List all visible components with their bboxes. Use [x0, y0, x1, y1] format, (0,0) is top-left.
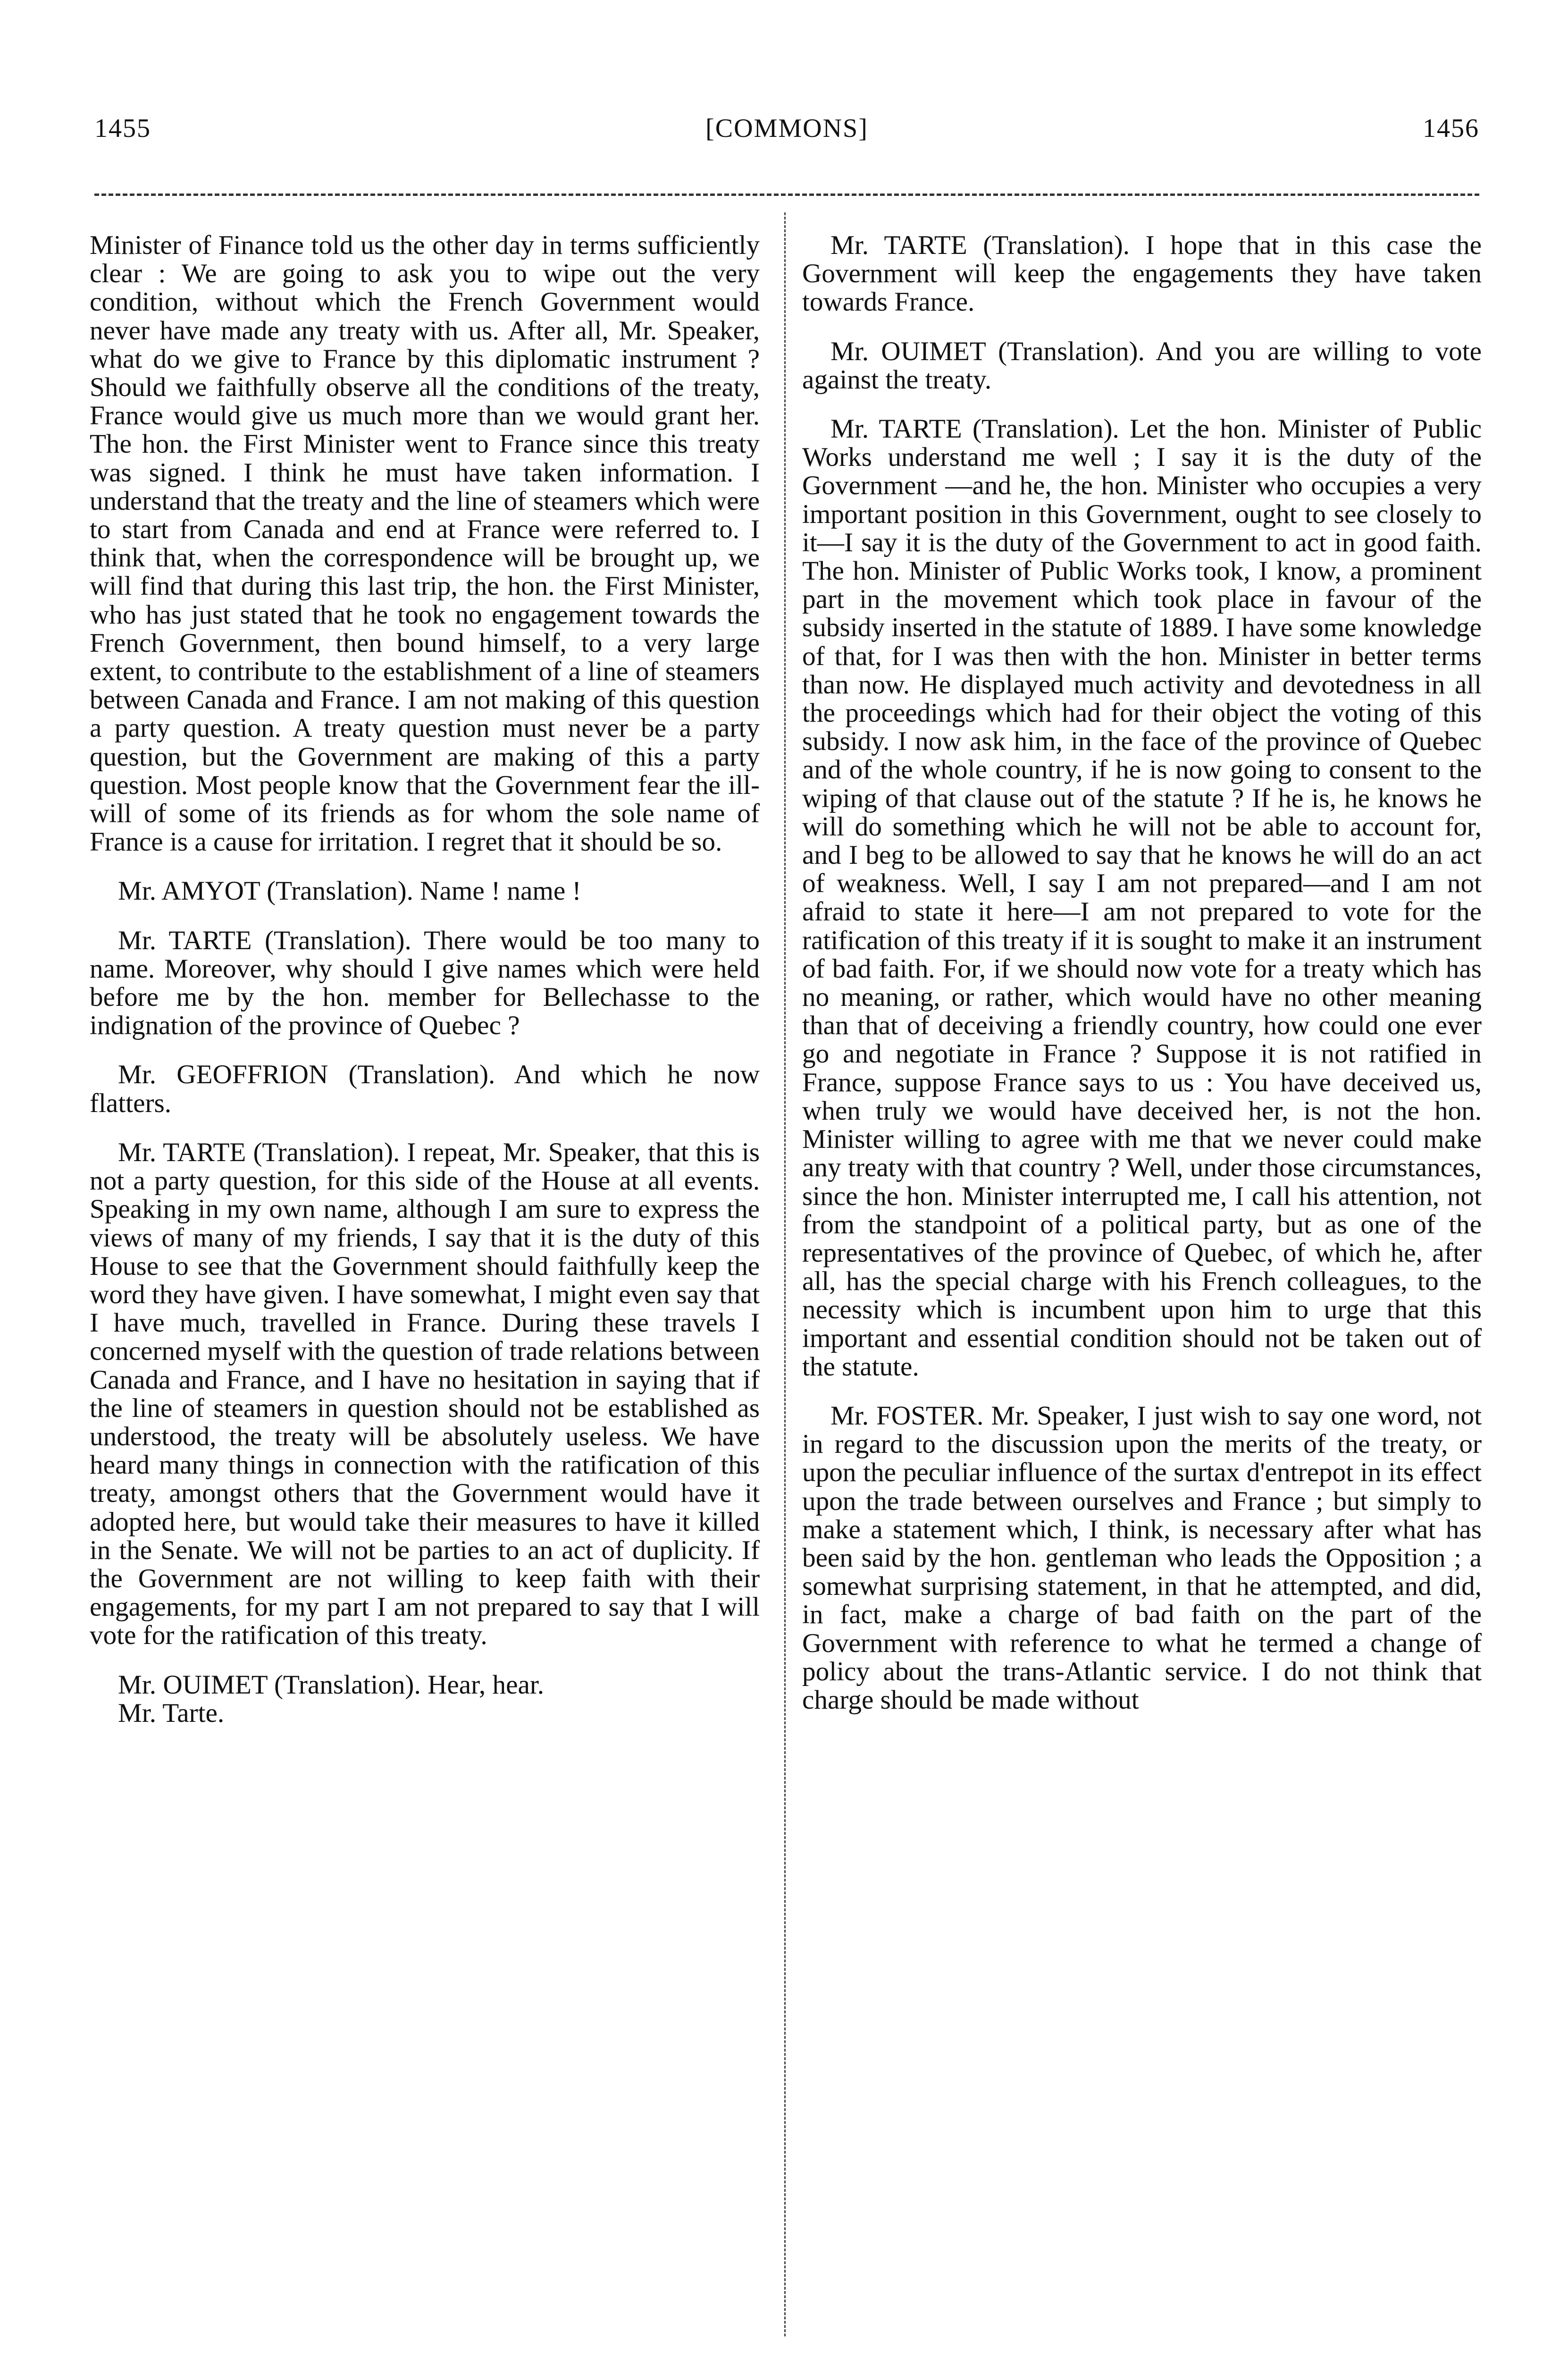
paragraph: Mr. AMYOT (Translation). Name ! name ! — [118, 876, 581, 906]
column-divider — [784, 212, 786, 2336]
paragraph: Mr. GEOFFRION (Translation). And which he now flatters. — [90, 1060, 760, 1118]
page-title: [COMMONS] — [705, 114, 868, 143]
paragraph: Mr. Tarte. — [118, 1698, 225, 1728]
left-page-number: 1455 — [94, 114, 151, 143]
paragraph: Mr. TARTE (Translation). There would be too many to name. Moreover, why should I give names which were held before me by the hon. member for Bellechasse to the indignation of the province of Quebec ? — [90, 925, 760, 1041]
header-rule — [94, 194, 1479, 196]
right-column — [802, 231, 1482, 1714]
paragraph: Mr. TARTE (Translation). I hope that in this case the Government will keep the engagements they have taken towards France. — [802, 230, 1482, 317]
paragraph: Minister of Finance told us the other day in terms sufficiently clear : We are going to ask you to wipe out the very condition, without which the French Government would never have made any treaty with us. After all, Mr. Speaker, what do we give to France by this diplomatic instrument ? Should we faithfully observe all the conditions of the treaty, France would give us much more than we would grant her. The hon. the First Minister went to France since this treaty was signed. I think he must have taken information. I understand that the treaty and the line of steamers which were to start from Canada and end at France were referred to. I think that, when the correspondence will be brought up, we will find that during this last trip, the hon. the First Minister, who has just stated that he took no engagement towards the French Government, then bound himself, to a very large extent, to contribute to the establishment of a line of steamers between Canada and France. I am not making of this question a party question. A treaty question must never be a party question, but the Government are making of this a party question. Most people know that the Government fear the ill-will of some of its friends as for whom the sole name of France is a cause for irritation. I regret that it should be so. — [90, 230, 760, 857]
page-header — [94, 113, 1479, 165]
paragraph: Mr. OUIMET (Translation). And you are willing to vote against the treaty. — [802, 336, 1482, 395]
paragraph: Mr. TARTE (Translation). I repeat, Mr. Speaker, that this is not a party question, for this side of the House at all events. Speaking in my own name, although I am sure to express the views of many of my friends, I say that it is the duty of this House to see that the Government should faithfully keep the word they have given. I have somewhat, I might even say that I have much, travelled in France. During these travels I concerned myself with the question of trade relations between Canada and France, and I have no hesitation in saying that if the line of steamers in question should not be established as understood, the treaty will be absolutely useless. We have heard many things in connection with the ratification of this treaty, amongst others that the Government would have it adopted here, but would take their measures to have it killed in the Senate. We will not be parties to an act of duplicity. If the Government are not willing to keep faith with their engagements, for my part I am not prepared to say that I will vote for the ratification of this treaty. — [90, 1137, 760, 1651]
paragraph: Mr. TARTE (Translation). Let the hon. Minister of Public Works understand me well ; I say it is the duty of the Government —and he, the hon. Minister who occupies a very important position in this Government, ought to see closely to it—I say it is the duty of the Government to act in good faith. The hon. Minister of Public Works took, I know, a prominent part in the movement which took place in favour of the subsidy inserted in the statute of 1889. I have some knowledge of that, for I was then with the hon. Minister in better terms than now. He displayed much activity and devotedness in all the proceedings which had for their object the voting of this subsidy. I now ask him, in the face of the province of Quebec and of the whole country, if he is now going to consent to the wiping of that clause out of the statute ? If he is, he knows he will do something which he will not be able to account for, and I beg to be allowed to say that he knows he will do an act of weakness. Well, I say I am not prepared—and I am not afraid to state it here—I am not prepared to vote for the ratification of this treaty if it is sought to make it an instrument of bad faith. For, if we should now vote for a treaty which has no meaning, or rather, which would have no other meaning than that of deceiving a friendly country, how could one ever go and negotiate in France ? Suppose it is not ratified in France, suppose France says to us : You have deceived us, when truly we would have deceived her, is not the hon. Minister willing to agree with me that we never could make any treaty with that country ? Well, under those circumstances, since the hon. Minister interrupted me, I call his attention, not from the standpoint of a political party, but as one of the representatives of the province of Quebec, of which he, after all, has the special charge with his French colleagues, to the necessity which is incumbent upon him to urge that this important and essential condition should not be taken out of the statute. — [802, 414, 1482, 1382]
left-column — [90, 231, 760, 1728]
paragraph: Mr. OUIMET (Translation). Hear, hear. — [118, 1669, 545, 1700]
right-page-number: 1456 — [1423, 114, 1479, 143]
paragraph: Mr. FOSTER. Mr. Speaker, I just wish to say one word, not in regard to the discussion upon the merits of the treaty, or upon the peculiar influence of the surtax d'entrepot in its effect upon the trade between ourselves and France ; but simply to make a statement which, I think, is necessary after what has been said by the hon. gentleman who leads the Opposition ; a somewhat surprising statement, in that he attempted, and did, in fact, make a charge of bad faith on the part of the Government with reference to what he termed a change of policy about the trans-Atlantic service. I do not think that charge should be made without — [802, 1400, 1482, 1715]
